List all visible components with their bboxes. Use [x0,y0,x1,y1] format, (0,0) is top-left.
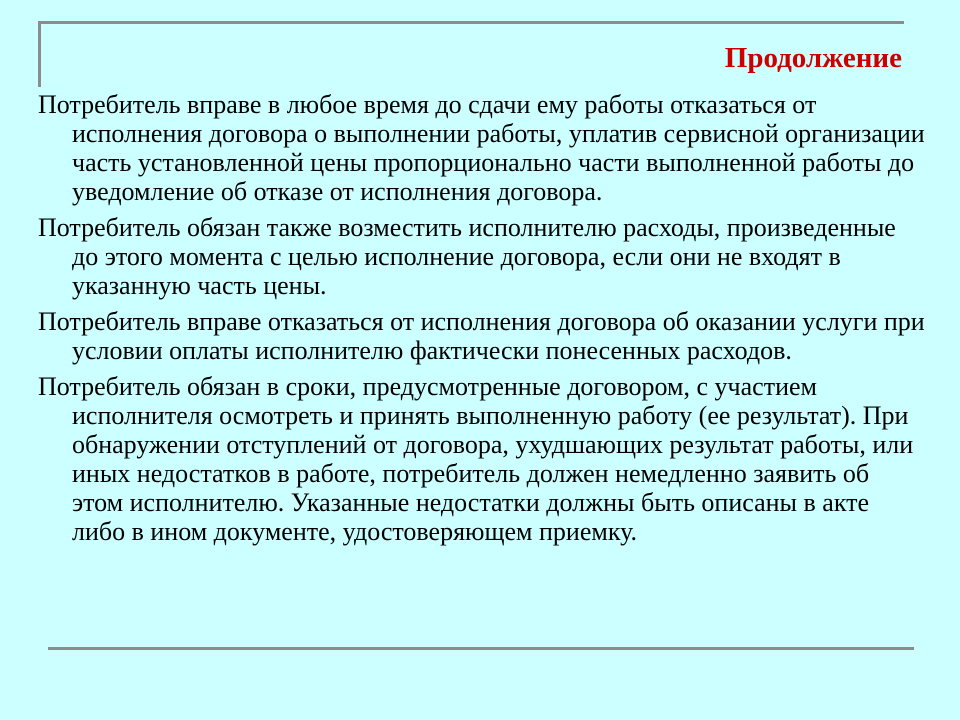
frame-bottom-line [48,647,914,650]
slide-title: Продолжение [724,42,902,74]
frame-left-line [38,21,41,87]
paragraph-expense-reimbursement: Потребитель обязан также возместить исполнителю расходы, произведенные до этого момента с целью исполнение договора, если они не входят в указанную часть цены. [38,213,896,300]
paragraph-inspection-acceptance: Потребитель обязан в сроки, предусмотренные договором, с участием исполнителя осмотреть и принять выполненную работу (ее результат). При обнаружении отступлений от договора, ухудшающих результат работы, или иных недостатков в работе, потребитель должен немедленно заявить об этом исполнителю. Указанные недостатки должны быть описаны в акте либо в ином документе, удостоверяющем приемку. [38,372,914,546]
paragraph-service-refusal: Потребитель вправе отказаться от исполнения договора об оказании услуги при условии оплаты исполнителю фактически понесенных расходов. [38,307,925,365]
slide-body [38,90,926,553]
paragraph-refusal-before-delivery: Потребитель вправе в любое время до сдачи ему работы отказаться от исполнения договора о выполнении работы, уплатив сервисной организации часть установленной цены пропорционально части выполненной работы до уведомление об отказе от исполнения договора. [38,90,925,206]
frame-top-line [38,21,904,24]
